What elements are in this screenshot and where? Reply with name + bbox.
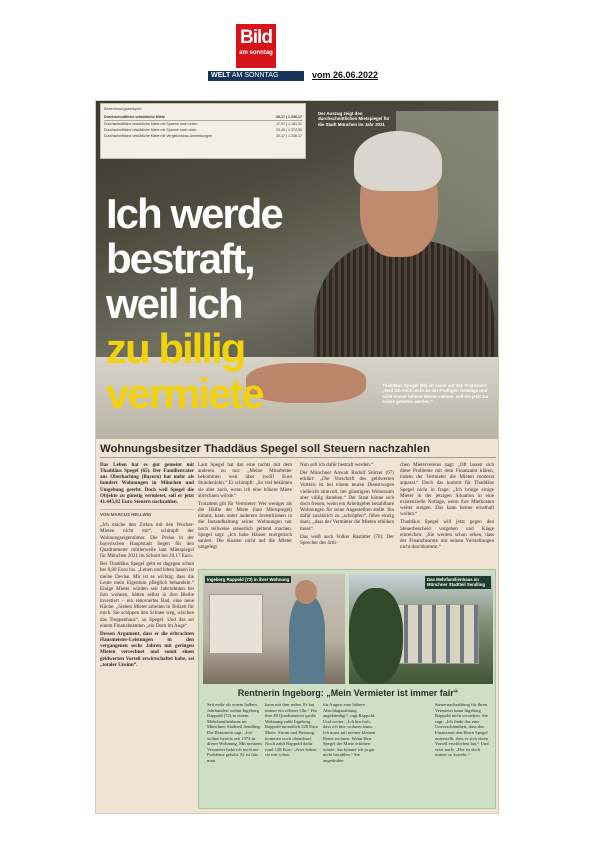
article-column-1 (100, 462, 194, 670)
logo-wordmark: Bild (240, 27, 272, 48)
newspaper-clipping (95, 100, 499, 814)
apartment-building (393, 604, 479, 664)
tenant-photo-caption: Ingeborg Rappold (72) in ihrer Wohnung (207, 577, 290, 582)
headline-line: Ich werde (106, 190, 282, 237)
portrait-hair (354, 131, 442, 191)
rent-stats-table (100, 103, 306, 159)
article-column-4 (400, 462, 494, 552)
article-subheadline: Wohnungsbesitzer Thaddäus Spegel soll Steuern nachzahlen (100, 443, 430, 455)
paragraph: Laut Spegel hat das eine nichts mit dem anderen zu tun: „Meine Mitarbeiter bekommen weit über zwölf Euro Stundenlohn.“ Er schimpft: „So viel bekämen sie aber auch, wenn ich eine höhere Miete abrechnen würde.“ (198, 462, 292, 499)
article-column-2 (198, 462, 292, 552)
headline-line: weil ich (106, 280, 242, 327)
hero-photo (96, 101, 499, 439)
tenant-figure (289, 596, 325, 684)
article-column-3 (300, 462, 394, 548)
tenant-inset-box (198, 569, 496, 809)
paragraph: Trotzdem gilt für Vermieter: Wer weniger als die Hälfte der Miete (laut Mietspiegel) nimmt, kann unter anderem Investitionen in die Instandhaltung seiner Wohnungen nur noch teilweise steuerlich geltend machen. Spegel sagt: „Ich habe Häuser energetisch saniert. Die Kosten nicht auf die Mieter umgelegt. (198, 500, 292, 551)
tenant-photo (203, 574, 345, 684)
stats-row: Durchschnittliche ortsübliche Miete 26,17 | 1.236,17 (104, 115, 302, 119)
logo-subline: am sonntag (239, 50, 273, 56)
main-headline (106, 191, 336, 416)
stats-row: Durchschnittliche ortsübliche Miete mit Spanne nach oben 23,45 | 1.374,55 (104, 128, 302, 132)
stats-caption: Der Auszug zeigt den durchschnittlichen Mietspiegel für die Stadt München im Jahr 2021 (318, 111, 390, 127)
tenant-head (295, 580, 317, 604)
headline-line: bestraft, (106, 235, 254, 282)
building-photo-caption: Das Mehrfamilienhaus im Münchner Stadtteil Sendling (425, 576, 491, 589)
paragraph: Dessen Argument, dass er die erbrachten Hausmeister-Leistungen in den vergangenen sechs Jahren mit geringen Mieten verrechnet und somit einen geldwerten Vorteil erwirtschaftet habe, sei „totaler Unsinn“. (100, 630, 194, 668)
inset-column: Steuernachzahlung für ihren Vermieter kann Ingeborg Rappold nicht verstehen. Sie sagt: „Ich finde das eine Unverschämtheit, dass das Finanzamt den Herrn Spegel unterstellt, dass er sich einen Vorteil erschlichen hat.“ Und setzt nach: „Der ist doch immer so korrekt.“ (435, 702, 489, 758)
headline-line-highlight: vermiete (106, 370, 263, 417)
building-photo (349, 574, 493, 684)
inset-column: für August eine höhere Abschlagszahlung angekündigt“, sagt Rappold. Und weiter: „Ich bin froh, dass ich hier wohnen kann. Ich muss mit meiner kleinen Rente rechnen. Wenn Herr Spegel die Miete erhöhen würde, das könnte ich ja gar nicht bezahlen.“ Sie angedrohte (323, 702, 376, 763)
stats-row: Durchschnittliche ortsübliche Miete mit Vergleichsbau Anmerkungen 20,17 | 1.236,17 (104, 134, 302, 138)
stats-title: Berechnungsbeispiel: (104, 106, 143, 111)
paragraph: Bei Thaddäus Spegel geht es dagegen schon bei 8,80 Euro los. „Leben und leben lassen ist meine Devise. Mir ist es wichtig, dass die Leute mein Eigentum pfleglich behandeln.“ Einige Mieter würden seit Jahrzehnten bei ihm wohnen, hätten selbst in ihre Bleibe investiert – ein renoviertes Bad, eine neue Küche. „Sieben Mieter arbeiten in Teilzeit für mich. Sie schippen den Schnee weg, wischen das Treppenhaus“, so Spegel. Und das sei einem Finanzbeamten „ein Dorn im Auge“. (100, 561, 194, 629)
paragraph: Nun soll ich dafür bestraft werden.“ (300, 462, 374, 468)
bild-am-sonntag-logo (236, 24, 276, 68)
welt-bold: WELT (211, 72, 231, 79)
photo-caption: Thaddäus Spegel (65) ist sauer auf das Finanzamt: „Weil ich mich nicht an der Profitgier beteilige und nicht immer höhere Mieten nehme, soll ich jetzt zur Kasse gebeten werden.“ (382, 383, 489, 405)
tree (349, 588, 403, 684)
welt-am-sonntag-bar (208, 71, 304, 81)
publication-date: vom 26.06.2022 (312, 70, 379, 80)
paragraph: Das weiß auch Volker Rastätter (70). Der Sprecher des örtli- (300, 533, 394, 546)
paragraph: chen Mietervereins sagt: „Oft lassen sich diese Probleme mit dem Finanzamt klären, indem der Vermieter die Mieten moderat anpasst.“ Doch das kommt für Thaddäus Spegel nicht in frage: „Ich bringe einige Mieter in der jetzigen Situation in eine existenzielle Notlage, wenn ihre Mietkosten weiter steigen. Das kann keiner ernsthaft wollen.“ (400, 462, 494, 518)
divider (100, 457, 496, 458)
paragraph: „Ich mache den Zirkus mit den Wucher-Mieten nicht mit“, schimpft der Wohnungseigentümer. Die Preise in der bayerischen Hauptstadt liegen für den Quadratmeter mittlerweile laut Mietspiegel für München 2021 im Schnitt bei 20,17 Euro. (100, 522, 194, 560)
byline: VON MARCUS HELLWIG (100, 509, 194, 518)
kitchen-cabinet (209, 594, 263, 654)
inset-column: kann mit ihm reden. Er hat immer ein offenes Ohr.“ Für ihre 40 Quadratmeter große Wohnung zahlt Ingeborg Rappold monatlich 528 Euro Miete. Strom und Heizung kommen noch obendrauf. Noch zahlt Rappold dafür rund 128 Euro. „Jetzt haben sie mir schon (265, 702, 319, 758)
inset-headline: Rentnerin Ingeborg: „Mein Vermieter ist immer fair“ (237, 688, 459, 698)
paragraph: Thaddäus Spegel will jetzt gegen den Steuerbescheid vorgehen und Klage einreichen: „Sie werden schon sehen, dass der Finanzbeamte mit seinen Vorstellungen nicht durchkommt.“ (400, 519, 494, 551)
headline-line-highlight: zu billig (106, 325, 245, 372)
article-lead: Das Leben hat es gut gemeint mit Thaddäus Spegel (65). Der Familienvater aus Oberhaching (Bayern) hat mehr als hundert Wohnungen in München und Umgebung geerbt. Doch weil Spegel die Objekte zu günstig vermietet, soll er jetzt 41.445,82 Euro Steuern nachzahlen. (100, 462, 194, 505)
paragraph: Der Münchner Anwalt Rudolf Stürzer (67) erklärt: „Die Vorschrift des geldwerten Vorteils ist bei einem teuren Dienstwagen vielleicht sinnvoll, bei günstigem Wohnraum aber völlig daneben.“ Der Staat könne sich doch freuen, wenn ein Arbeitgeber bezahlbare Wohnungen für seine Angestellten stelle. Ihn dafür zusätzlich zu „schröpfen“, führe einzig dazu, „dass der Vermieter die Mieten erhöhen muss“. (300, 470, 394, 532)
stats-row: Durchschnittliche ortsübliche Miete mit Spanne nach unten 17,97 | 1.181,31 (104, 122, 302, 126)
inset-column: Seit mehr als einem halben Jahrhundert wohnt Ingeborg Rappold (72) in einem Mehrfamilienhaus im Münchner Stadtteil Sendling. Die Rentnerin sagt: „Ich wohne bereits seit 1974 in dieser Wohnung. Mit meinem Vermieter habe ich noch nie Probleme gehabt. Er ist fair, man (207, 702, 262, 763)
welt-rest: AM SONNTAG (231, 72, 279, 79)
